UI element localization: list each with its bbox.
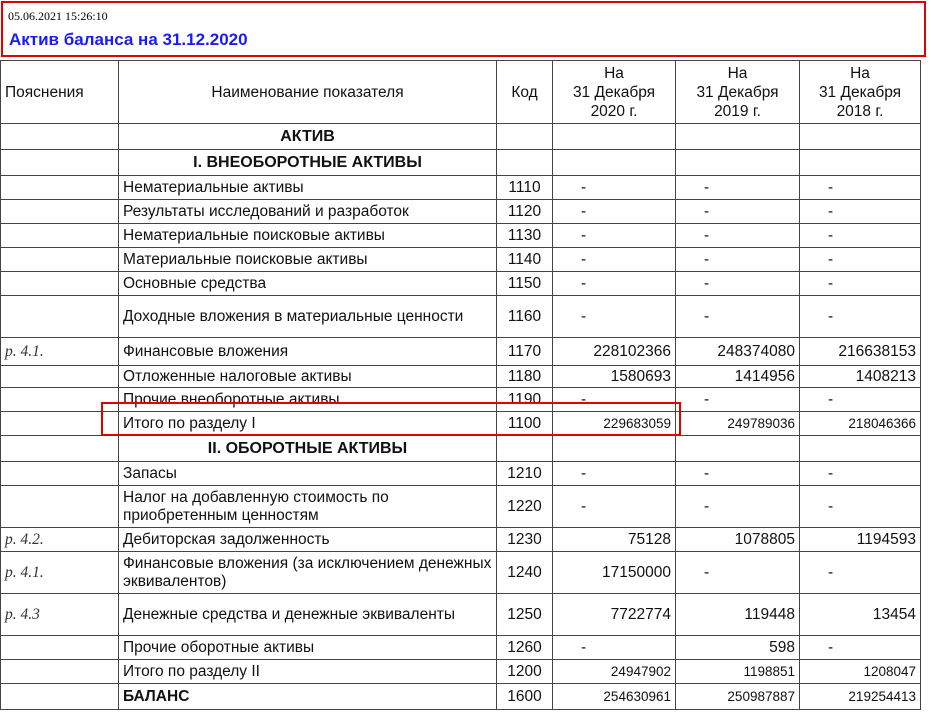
table-row xyxy=(1,200,921,224)
row-name: Доходные вложения в материальные ценности xyxy=(119,296,497,338)
row-note xyxy=(1,200,119,224)
table-row xyxy=(1,462,921,486)
row-value-2020 xyxy=(553,150,676,176)
table-row xyxy=(1,552,921,594)
col-header-2020-line3: 2020 г. xyxy=(590,102,638,120)
row-value-2018: - xyxy=(800,248,921,272)
col-header-name: Наименование показателя xyxy=(119,61,497,124)
row-value-2018: 1208047 xyxy=(800,660,921,684)
row-note xyxy=(1,684,119,710)
balance-table-container xyxy=(0,60,931,714)
table-row xyxy=(1,436,921,462)
col-header-2019-line3: 2019 г. xyxy=(714,102,761,120)
row-code: 1220 xyxy=(497,486,553,528)
row-code: 1250 xyxy=(497,594,553,636)
row-value-2018: 13454 xyxy=(800,594,921,636)
row-note xyxy=(1,224,119,248)
row-note xyxy=(1,248,119,272)
table-row xyxy=(1,272,921,296)
row-code: 1260 xyxy=(497,636,553,660)
row-code: 1600 xyxy=(497,684,553,710)
row-value-2018: - xyxy=(800,552,921,594)
table-row xyxy=(1,248,921,272)
row-value-2020: - xyxy=(553,388,676,412)
row-note xyxy=(1,150,119,176)
row-name: АКТИВ xyxy=(119,124,497,150)
row-value-2020: 75128 xyxy=(553,528,676,552)
row-value-2020: - xyxy=(553,272,676,296)
row-code: 1180 xyxy=(497,366,553,388)
row-code: 1230 xyxy=(497,528,553,552)
row-note xyxy=(1,412,119,436)
row-name: Итого по разделу I xyxy=(119,412,497,436)
row-note xyxy=(1,124,119,150)
row-name: Основные средства xyxy=(119,272,497,296)
row-value-2020: 7722774 xyxy=(553,594,676,636)
row-name: II. ОБОРОТНЫЕ АКТИВЫ xyxy=(119,436,497,462)
row-name: Отложенные налоговые активы xyxy=(119,366,497,388)
row-note xyxy=(1,366,119,388)
row-value-2019: 248374080 xyxy=(676,338,800,366)
row-value-2019: - xyxy=(676,272,800,296)
table-row xyxy=(1,594,921,636)
row-value-2018 xyxy=(800,150,921,176)
row-value-2020: - xyxy=(553,296,676,338)
col-header-code: Код xyxy=(497,61,553,124)
row-value-2020: - xyxy=(553,486,676,528)
row-code: 1110 xyxy=(497,176,553,200)
row-value-2020 xyxy=(553,124,676,150)
row-value-2019: - xyxy=(676,224,800,248)
col-header-2019 xyxy=(676,61,800,124)
row-value-2018: - xyxy=(800,176,921,200)
row-value-2018: - xyxy=(800,296,921,338)
row-value-2018: - xyxy=(800,200,921,224)
row-value-2020: - xyxy=(553,224,676,248)
row-name: Нематериальные поисковые активы xyxy=(119,224,497,248)
row-name: Финансовые вложения xyxy=(119,338,497,366)
row-code: 1200 xyxy=(497,660,553,684)
table-row xyxy=(1,224,921,248)
report-header xyxy=(1,1,926,57)
row-code xyxy=(497,436,553,462)
row-code: 1140 xyxy=(497,248,553,272)
row-value-2019: 598 xyxy=(676,636,800,660)
row-note xyxy=(1,388,119,412)
row-name: I. ВНЕОБОРОТНЫЕ АКТИВЫ xyxy=(119,150,497,176)
table-row xyxy=(1,636,921,660)
row-value-2019: 250987887 xyxy=(676,684,800,710)
row-value-2020: - xyxy=(553,462,676,486)
row-name: Дебиторская задолженность xyxy=(119,528,497,552)
row-value-2018: - xyxy=(800,388,921,412)
report-timestamp: 05.06.2021 15:26:10 xyxy=(8,9,108,23)
row-value-2019 xyxy=(676,436,800,462)
row-value-2020: - xyxy=(553,200,676,224)
row-value-2020: 24947902 xyxy=(553,660,676,684)
row-value-2019: 119448 xyxy=(676,594,800,636)
row-value-2020: 254630961 xyxy=(553,684,676,710)
row-value-2019: - xyxy=(676,388,800,412)
col-header-note: Пояснения xyxy=(1,61,119,124)
row-code: 1160 xyxy=(497,296,553,338)
row-value-2020: 1580693 xyxy=(553,366,676,388)
row-value-2018: - xyxy=(800,486,921,528)
row-name: БАЛАНС xyxy=(119,684,497,710)
row-value-2020: - xyxy=(553,248,676,272)
row-name: Налог на добавленную стоимость по приобретенным ценностям xyxy=(119,486,497,528)
row-code: 1130 xyxy=(497,224,553,248)
row-name: Прочие оборотные активы xyxy=(119,636,497,660)
col-header-2019-line2: 31 Декабря xyxy=(696,83,779,101)
report-title: Актив баланса на 31.12.2020 xyxy=(9,30,248,49)
row-note xyxy=(1,272,119,296)
row-value-2020: - xyxy=(553,636,676,660)
row-name: Материальные поисковые активы xyxy=(119,248,497,272)
row-note xyxy=(1,660,119,684)
row-value-2019: - xyxy=(676,462,800,486)
row-code: 1170 xyxy=(497,338,553,366)
row-note: р. 4.3 xyxy=(1,594,119,636)
row-value-2018: 1194593 xyxy=(800,528,921,552)
row-name: Итого по разделу II xyxy=(119,660,497,684)
table-header-row xyxy=(1,61,921,124)
col-header-2018-line1: На xyxy=(850,64,870,82)
col-header-2020-line2: 31 Декабря xyxy=(572,83,656,101)
row-code: 1150 xyxy=(497,272,553,296)
row-value-2019: 1414956 xyxy=(676,366,800,388)
row-name: Прочие внеоборотные активы xyxy=(119,388,497,412)
col-header-2019-line1: На xyxy=(727,64,748,82)
row-note xyxy=(1,462,119,486)
row-name: Нематериальные активы xyxy=(119,176,497,200)
row-code: 1120 xyxy=(497,200,553,224)
table-row xyxy=(1,176,921,200)
row-value-2019: - xyxy=(676,486,800,528)
row-value-2018: 216638153 xyxy=(800,338,921,366)
row-code: 1100 xyxy=(497,412,553,436)
col-header-2020 xyxy=(553,61,676,124)
table-row xyxy=(1,124,921,150)
row-note xyxy=(1,436,119,462)
table-row xyxy=(1,150,921,176)
balance-table xyxy=(0,60,921,710)
col-header-2018-line2: 31 Декабря xyxy=(818,83,902,101)
row-name: Денежные средства и денежные эквиваленты xyxy=(119,594,497,636)
row-name: Финансовые вложения (за исключением денежных эквивалентов) xyxy=(119,552,497,594)
row-value-2019 xyxy=(676,150,800,176)
row-value-2018: - xyxy=(800,636,921,660)
row-value-2020: 228102366 xyxy=(553,338,676,366)
row-value-2019 xyxy=(676,124,800,150)
row-value-2019: 249789036 xyxy=(676,412,800,436)
row-value-2019: 1078805 xyxy=(676,528,800,552)
row-note xyxy=(1,296,119,338)
row-code: 1240 xyxy=(497,552,553,594)
row-value-2018 xyxy=(800,436,921,462)
row-value-2018: 219254413 xyxy=(800,684,921,710)
row-value-2020 xyxy=(553,436,676,462)
table-row xyxy=(1,338,921,366)
table-row xyxy=(1,528,921,552)
row-value-2019: - xyxy=(676,176,800,200)
table-row xyxy=(1,660,921,684)
table-row xyxy=(1,412,921,436)
row-value-2018: 218046366 xyxy=(800,412,921,436)
table-row xyxy=(1,296,921,338)
row-value-2019: - xyxy=(676,552,800,594)
row-value-2018 xyxy=(800,124,921,150)
table-body xyxy=(1,124,921,710)
row-value-2020: 229683059 xyxy=(553,412,676,436)
row-value-2020: - xyxy=(553,176,676,200)
row-value-2018: - xyxy=(800,462,921,486)
table-row xyxy=(1,366,921,388)
row-note: р. 4.2. xyxy=(1,528,119,552)
col-header-2018-line3: 2018 г. xyxy=(836,102,884,120)
row-name: Запасы xyxy=(119,462,497,486)
col-header-2018 xyxy=(800,61,921,124)
row-value-2018: 1408213 xyxy=(800,366,921,388)
row-value-2019: - xyxy=(676,248,800,272)
table-row xyxy=(1,388,921,412)
row-note: р. 4.1. xyxy=(1,338,119,366)
row-note xyxy=(1,486,119,528)
table-row xyxy=(1,486,921,528)
row-value-2019: 1198851 xyxy=(676,660,800,684)
row-code: 1190 xyxy=(497,388,553,412)
row-value-2020: 17150000 xyxy=(553,552,676,594)
row-value-2018: - xyxy=(800,272,921,296)
row-note xyxy=(1,636,119,660)
row-note xyxy=(1,176,119,200)
row-value-2019: - xyxy=(676,296,800,338)
row-code: 1210 xyxy=(497,462,553,486)
row-code xyxy=(497,124,553,150)
table-row xyxy=(1,684,921,710)
row-note: р. 4.1. xyxy=(1,552,119,594)
row-name: Результаты исследований и разработок xyxy=(119,200,497,224)
col-header-2020-line1: На xyxy=(604,64,624,82)
row-value-2018: - xyxy=(800,224,921,248)
row-value-2019: - xyxy=(676,200,800,224)
row-code xyxy=(497,150,553,176)
